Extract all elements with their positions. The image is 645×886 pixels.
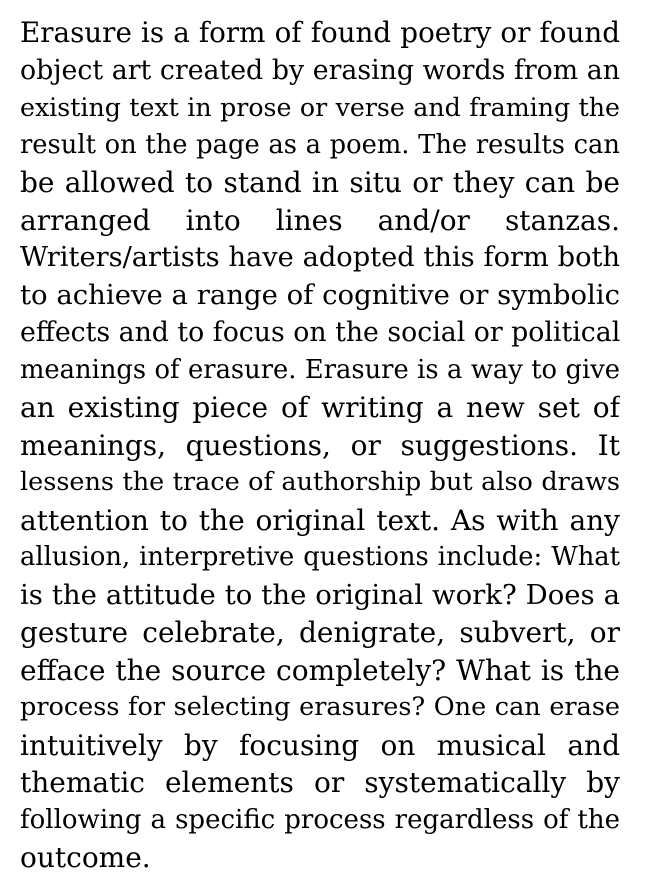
text-line-10: meanings of erasure. Erasure is a way to give	[20, 354, 620, 385]
text-line-5: be allowed to stand in situ or they can be	[20, 166, 620, 199]
text-line-17: gesture celebrate, denigrate, subvert, or	[20, 616, 620, 649]
document-body	[20, 14, 620, 877]
text-line-14: attention to the original text. As with any	[20, 503, 620, 537]
text-line-8: to achieve a range of cognitive or symbolic	[20, 278, 620, 311]
text-line-6: arranged into lines and/or stanzas.	[20, 203, 620, 237]
text-line-7: Writers/artists have adopted this form both	[20, 242, 620, 273]
text-line-18: efface the source completely? What is the	[20, 653, 620, 687]
text-line-11: an existing piece of writing a new set of	[20, 391, 620, 424]
text-line-16: is the attitude to the original work? Does a	[20, 578, 620, 611]
text-line-20: intuitively by focusing on musical and	[20, 728, 620, 762]
text-line-21: thematic elements or systematically by	[20, 766, 620, 799]
text-line-9: effects and to focus on the social or political	[20, 317, 620, 348]
text-line-2: object art created by erasing words from an	[20, 54, 620, 86]
text-line-19: process for selecting erasures? One can erase	[20, 692, 620, 722]
text-line-4: result on the page as a poem. The results can	[20, 129, 620, 160]
text-line-22: following a specific process regardless of the	[20, 804, 620, 835]
text-line-3: existing text in prose or verse and framing the	[20, 93, 620, 122]
text-line-15: allusion, interpretive questions include: What	[20, 542, 620, 572]
text-line-1: Erasure is a form of found poetry or found	[20, 16, 620, 49]
text-line-23: outcome.	[20, 841, 151, 874]
text-line-13: lessens the trace of authorship but also draws	[20, 467, 620, 497]
text-line-12: meanings, questions, or suggestions. It	[20, 428, 620, 462]
